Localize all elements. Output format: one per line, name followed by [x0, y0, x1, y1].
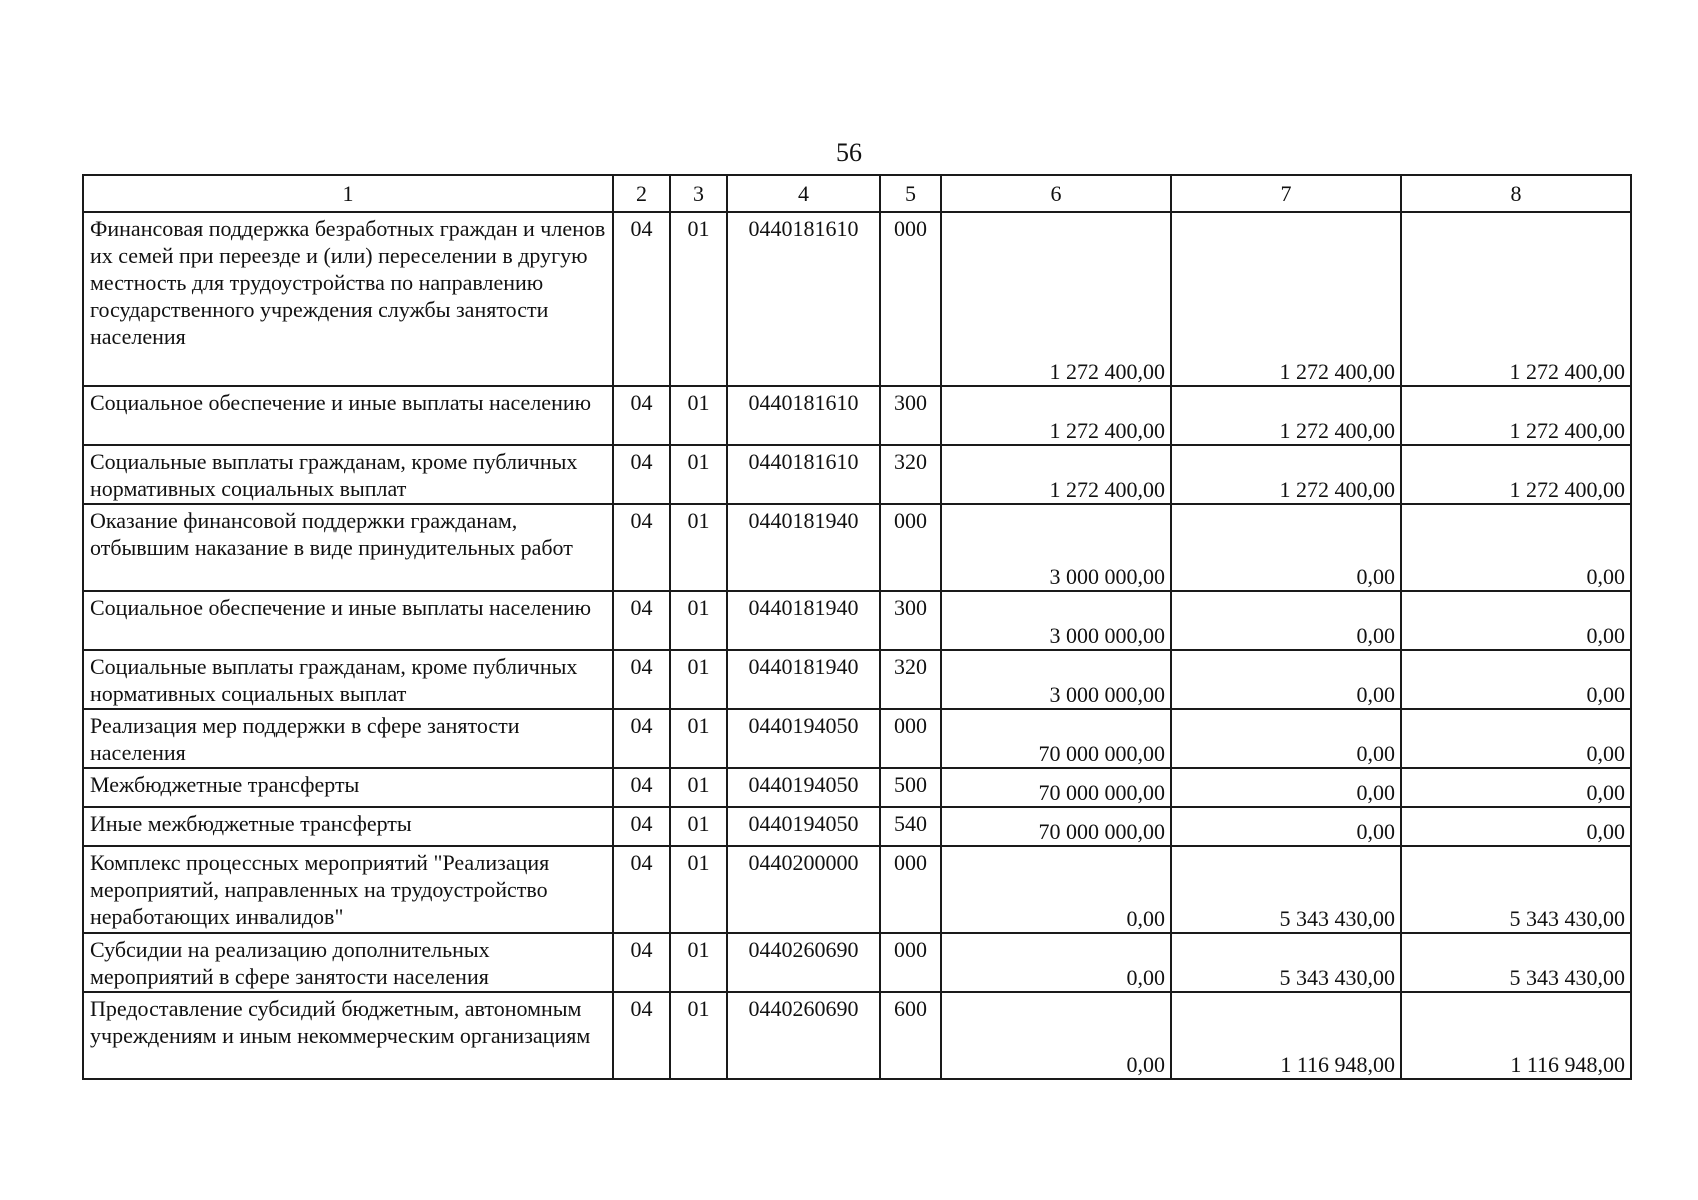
column-header-3: 3: [670, 175, 727, 212]
table-row: [83, 591, 1631, 650]
amount-col-8: 1 272 400,00: [1401, 386, 1631, 445]
amount-col-7: 0,00: [1171, 504, 1401, 591]
subsection-code: 01: [670, 933, 727, 992]
section-code: 04: [613, 591, 670, 650]
expense-type-code: 540: [880, 807, 941, 846]
expense-type-code: 000: [880, 846, 941, 933]
expense-type-code: 320: [880, 445, 941, 504]
amount-col-7: 5 343 430,00: [1171, 846, 1401, 933]
target-article-code: 0440181940: [727, 650, 880, 709]
amount-col-8: 0,00: [1401, 709, 1631, 768]
table-row: [83, 386, 1631, 445]
subsection-code: 01: [670, 807, 727, 846]
table-row: [83, 846, 1631, 933]
section-code: 04: [613, 807, 670, 846]
target-article-code: 0440181610: [727, 212, 880, 386]
subsection-code: 01: [670, 709, 727, 768]
amount-col-8: 0,00: [1401, 591, 1631, 650]
section-code: 04: [613, 445, 670, 504]
amount-col-7: 5 343 430,00: [1171, 933, 1401, 992]
column-header-7: 7: [1171, 175, 1401, 212]
amount-col-6: 0,00: [941, 992, 1171, 1079]
amount-col-8: 0,00: [1401, 650, 1631, 709]
table-row: [83, 445, 1631, 504]
amount-col-8: 0,00: [1401, 768, 1631, 807]
expense-type-code: 320: [880, 650, 941, 709]
table-header-row: [83, 175, 1631, 212]
expense-type-code: 500: [880, 768, 941, 807]
expense-type-code: 000: [880, 504, 941, 591]
amount-col-6: 70 000 000,00: [941, 768, 1171, 807]
table-row: [83, 992, 1631, 1079]
item-name: Социальное обеспечение и иные выплаты населению: [83, 386, 613, 445]
target-article-code: 0440181940: [727, 591, 880, 650]
amount-col-6: 3 000 000,00: [941, 650, 1171, 709]
item-name: Социальное обеспечение и иные выплаты населению: [83, 591, 613, 650]
page-number: 56: [836, 138, 862, 167]
amount-col-8: 0,00: [1401, 504, 1631, 591]
table-row: [83, 933, 1631, 992]
expense-type-code: 600: [880, 992, 941, 1079]
expense-type-code: 000: [880, 212, 941, 386]
section-code: 04: [613, 650, 670, 709]
amount-col-7: 0,00: [1171, 650, 1401, 709]
item-name: Межбюджетные трансферты: [83, 768, 613, 807]
amount-col-6: 0,00: [941, 846, 1171, 933]
section-code: 04: [613, 504, 670, 591]
amount-col-8: 1 272 400,00: [1401, 212, 1631, 386]
amount-col-6: 3 000 000,00: [941, 591, 1171, 650]
target-article-code: 0440181610: [727, 445, 880, 504]
column-header-6: 6: [941, 175, 1171, 212]
amount-col-6: 0,00: [941, 933, 1171, 992]
subsection-code: 01: [670, 212, 727, 386]
item-name: Иные межбюджетные трансферты: [83, 807, 613, 846]
target-article-code: 0440260690: [727, 992, 880, 1079]
subsection-code: 01: [670, 650, 727, 709]
subsection-code: 01: [670, 445, 727, 504]
table-row: [83, 807, 1631, 846]
subsection-code: 01: [670, 591, 727, 650]
subsection-code: 01: [670, 992, 727, 1079]
table-row: [83, 650, 1631, 709]
amount-col-7: 1 272 400,00: [1171, 445, 1401, 504]
item-name: Субсидии на реализацию дополнительных мероприятий в сфере занятости населения: [83, 933, 613, 992]
amount-col-8: 5 343 430,00: [1401, 933, 1631, 992]
item-name: Социальные выплаты гражданам, кроме публичных нормативных социальных выплат: [83, 650, 613, 709]
table-row: [83, 504, 1631, 591]
amount-col-8: 1 272 400,00: [1401, 445, 1631, 504]
amount-col-7: 0,00: [1171, 768, 1401, 807]
amount-col-7: 1 116 948,00: [1171, 992, 1401, 1079]
target-article-code: 0440200000: [727, 846, 880, 933]
table-row: [83, 709, 1631, 768]
target-article-code: 0440181940: [727, 504, 880, 591]
target-article-code: 0440260690: [727, 933, 880, 992]
table-row: [83, 768, 1631, 807]
target-article-code: 0440194050: [727, 807, 880, 846]
column-header-5: 5: [880, 175, 941, 212]
item-name: Финансовая поддержка безработных граждан и членов их семей при переезде и (или) переселении в другую местность для трудоустройства по направлению государственного учреждения службы занятости населения: [83, 212, 613, 386]
section-code: 04: [613, 992, 670, 1079]
budget-table-container: [82, 174, 1630, 1080]
amount-col-6: 70 000 000,00: [941, 709, 1171, 768]
item-name: Социальные выплаты гражданам, кроме публичных нормативных социальных выплат: [83, 445, 613, 504]
amount-col-6: 1 272 400,00: [941, 212, 1171, 386]
column-header-1: 1: [83, 175, 613, 212]
section-code: 04: [613, 846, 670, 933]
expense-type-code: 000: [880, 933, 941, 992]
item-name: Предоставление субсидий бюджетным, автономным учреждениям и иным некоммерческим организациям: [83, 992, 613, 1079]
expense-type-code: 300: [880, 386, 941, 445]
subsection-code: 01: [670, 386, 727, 445]
column-header-2: 2: [613, 175, 670, 212]
item-name: Реализация мер поддержки в сфере занятости населения: [83, 709, 613, 768]
amount-col-7: 0,00: [1171, 709, 1401, 768]
amount-col-7: 1 272 400,00: [1171, 386, 1401, 445]
column-header-4: 4: [727, 175, 880, 212]
target-article-code: 0440194050: [727, 709, 880, 768]
item-name: Комплекс процессных мероприятий "Реализация мероприятий, направленных на трудоустройство неработающих инвалидов": [83, 846, 613, 933]
budget-table: [82, 174, 1632, 1080]
column-header-8: 8: [1401, 175, 1631, 212]
amount-col-7: 0,00: [1171, 807, 1401, 846]
amount-col-7: 0,00: [1171, 591, 1401, 650]
item-name: Оказание финансовой поддержки гражданам, отбывшим наказание в виде принудительных работ: [83, 504, 613, 591]
amount-col-6: 70 000 000,00: [941, 807, 1171, 846]
amount-col-7: 1 272 400,00: [1171, 212, 1401, 386]
target-article-code: 0440181610: [727, 386, 880, 445]
expense-type-code: 300: [880, 591, 941, 650]
section-code: 04: [613, 933, 670, 992]
amount-col-8: 0,00: [1401, 807, 1631, 846]
section-code: 04: [613, 386, 670, 445]
amount-col-6: 1 272 400,00: [941, 386, 1171, 445]
target-article-code: 0440194050: [727, 768, 880, 807]
amount-col-8: 5 343 430,00: [1401, 846, 1631, 933]
section-code: 04: [613, 212, 670, 386]
section-code: 04: [613, 709, 670, 768]
expense-type-code: 000: [880, 709, 941, 768]
table-row: [83, 212, 1631, 386]
subsection-code: 01: [670, 768, 727, 807]
amount-col-6: 1 272 400,00: [941, 445, 1171, 504]
subsection-code: 01: [670, 504, 727, 591]
subsection-code: 01: [670, 846, 727, 933]
section-code: 04: [613, 768, 670, 807]
amount-col-6: 3 000 000,00: [941, 504, 1171, 591]
amount-col-8: 1 116 948,00: [1401, 992, 1631, 1079]
